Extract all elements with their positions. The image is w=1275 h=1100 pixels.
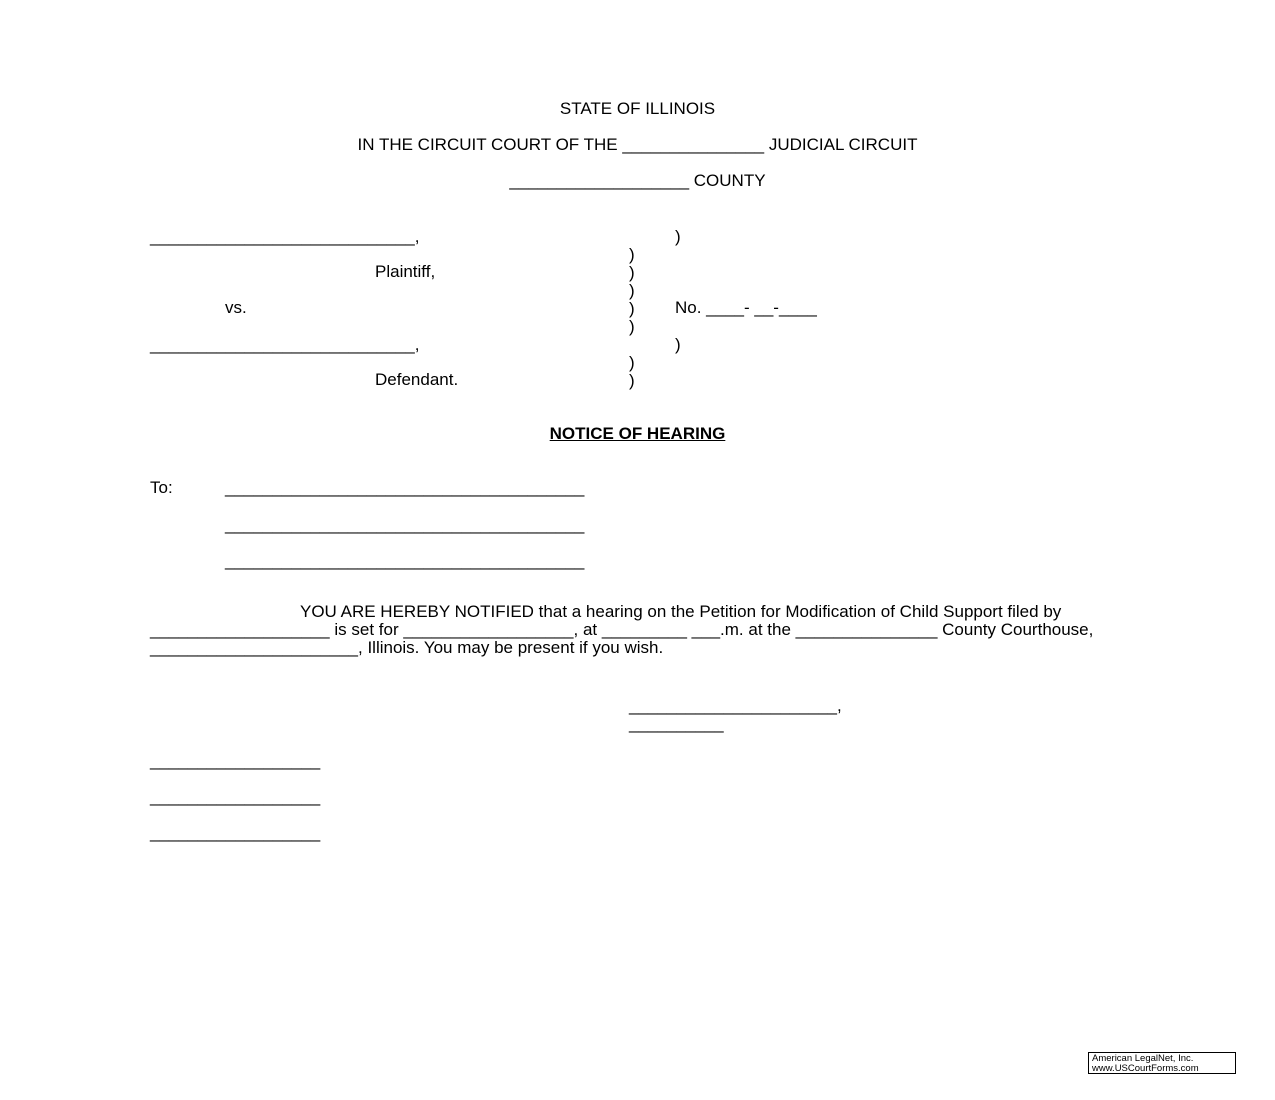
document-title: NOTICE OF HEARING [549, 424, 726, 443]
vs-label: vs. [225, 298, 247, 317]
to-line-1: ______________________________________ [225, 478, 585, 497]
to-line-2: ______________________________________ [225, 515, 585, 534]
county-heading: ___________________ COUNTY [509, 171, 766, 190]
caption-paren: ) [629, 299, 635, 318]
footer-company: American LegalNet, Inc. [1092, 1053, 1194, 1064]
address-line-2: __________________ [150, 787, 321, 806]
plaintiff-name-line: ____________________________, [150, 227, 420, 246]
signature-title-line: __________ [629, 714, 724, 733]
signature-line: ______________________, [629, 696, 842, 715]
court-heading: IN THE CIRCUIT COURT OF THE _______________ JUDICIAL CIRCUIT [357, 135, 918, 154]
footer-stamp [1088, 1052, 1236, 1074]
address-line-1: __________________ [150, 751, 321, 770]
defendant-name-line: ____________________________, [150, 335, 420, 354]
caption-paren: ) [629, 353, 635, 372]
defendant-label: Defendant. [375, 370, 459, 389]
caption-paren: ) [629, 245, 635, 264]
caption-paren: ) [629, 371, 635, 390]
notice-paragraph [150, 603, 1125, 657]
to-line-3: ______________________________________ [225, 551, 585, 570]
caption-paren: ) [675, 335, 681, 354]
caption-paren: ) [629, 281, 635, 300]
notice-text: YOU ARE HEREBY NOTIFIED that a hearing on the Petition for Modification of Child Support filed by ___________________ is set for __________________, at _________ ___.m. at the _______________ County Courthouse, ______________________, Illinois. You may be present if you wish. [150, 602, 1094, 657]
case-number: No. ____- __-____ [675, 298, 817, 317]
caption-paren: ) [629, 317, 635, 336]
footer-url: www.USCourtForms.com [1092, 1062, 1199, 1074]
to-label: To: [150, 478, 173, 497]
plaintiff-label: Plaintiff, [375, 262, 436, 281]
state-heading: STATE OF ILLINOIS [559, 99, 716, 118]
address-line-3: __________________ [150, 823, 321, 842]
caption-paren: ) [629, 263, 635, 282]
caption-paren: ) [675, 227, 681, 246]
